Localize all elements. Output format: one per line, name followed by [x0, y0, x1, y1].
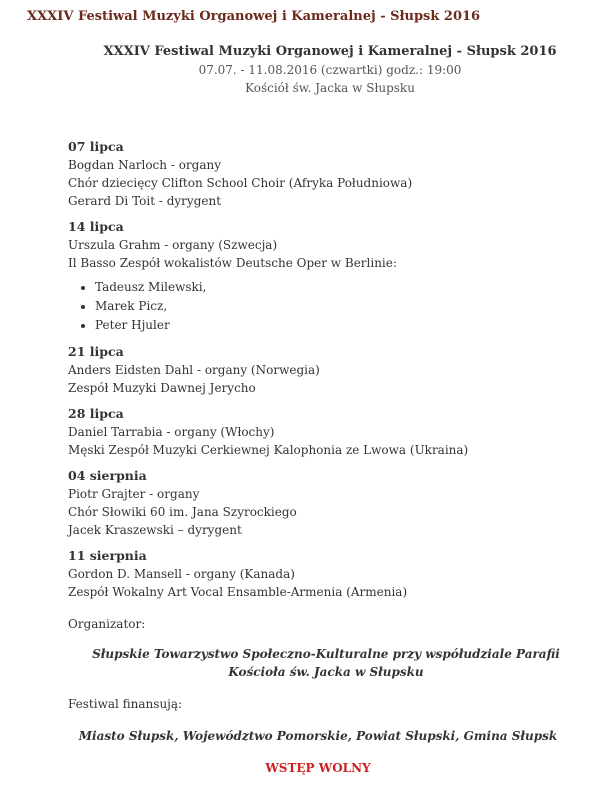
list-item: • Peter Hjuler — [95, 316, 608, 335]
day-block — [68, 343, 608, 397]
performer-line: Zespół Muzyki Dawnej Jerycho — [68, 381, 256, 395]
financing-label: Festiwal finansują: — [68, 697, 183, 711]
list-item: • Marek Picz, — [95, 297, 608, 316]
performer-line: Daniel Tarrabia - organy (Włochy) — [68, 425, 275, 439]
performer-line: Il Basso Zespół wokalistów Deutsche Oper w Berlinie: — [68, 256, 397, 270]
day-date: 14 lipca — [68, 219, 124, 234]
day-block — [68, 218, 608, 335]
day-date: 21 lipca — [68, 344, 124, 359]
day-date: 11 sierpnia — [68, 548, 147, 563]
festival-venue: Kościół św. Jacka w Słupsku — [245, 81, 415, 95]
performer-line: Gerard Di Toit - dyrygent — [68, 194, 222, 208]
list-item: • Tadeusz Milewski, — [95, 278, 608, 297]
festival-header — [0, 42, 612, 97]
performer-line: Anders Eidsten Dahl - organy (Norwegia) — [68, 363, 320, 377]
performer-line: Gordon D. Mansell - organy (Kanada) — [68, 567, 295, 581]
ensemble-members-list — [68, 278, 608, 335]
performer-line: Chór dziecięcy Clifton School Choir (Afryka Południowa) — [68, 176, 413, 190]
performer-line: Męski Zespół Muzyki Cerkiewnej Kalophonia ze Lwowa (Ukraina) — [68, 443, 469, 457]
day-block — [68, 405, 608, 459]
program-content — [68, 138, 608, 777]
performer-line: Piotr Grajter - organy — [68, 487, 200, 501]
day-block — [68, 138, 608, 210]
festival-dates: 07.07. - 11.08.2016 (czwartki) godz.: 19:00 — [198, 63, 462, 77]
day-block — [68, 547, 608, 601]
performer-line: Zespół Wokalny Art Vocal Ensamble-Armenia (Armenia) — [68, 585, 408, 599]
performer-line: Jacek Kraszewski – dyrygent — [68, 523, 242, 537]
financing-text: Miasto Słupsk, Województwo Pomorskie, Powiat Słupski, Gmina Słupsk — [78, 729, 558, 743]
day-block — [68, 467, 608, 539]
day-date: 04 sierpnia — [68, 468, 147, 483]
day-date: 07 lipca — [68, 139, 124, 154]
organizer-text: Słupskie Towarzystwo Społeczno-Kulturalne przy współudziale Parafii Kościoła św. Jacka w Słupsku — [92, 647, 560, 679]
organizer-label: Organizator: — [68, 617, 146, 631]
performer-line: Chór Słowiki 60 im. Jana Szyrockiego — [68, 505, 297, 519]
performer-line: Urszula Grahm - organy (Szwecja) — [68, 238, 278, 252]
festival-title: XXXIV Festiwal Muzyki Organowej i Kameralnej - Słupsk 2016 — [103, 44, 557, 59]
free-entry-notice: WSTĘP WOLNY — [265, 761, 371, 775]
page-title: XXXIV Festiwal Muzyki Organowej i Kameralnej - Słupsk 2016 — [27, 9, 481, 24]
performer-line: Bogdan Narloch - organy — [68, 158, 221, 172]
day-date: 28 lipca — [68, 406, 124, 421]
